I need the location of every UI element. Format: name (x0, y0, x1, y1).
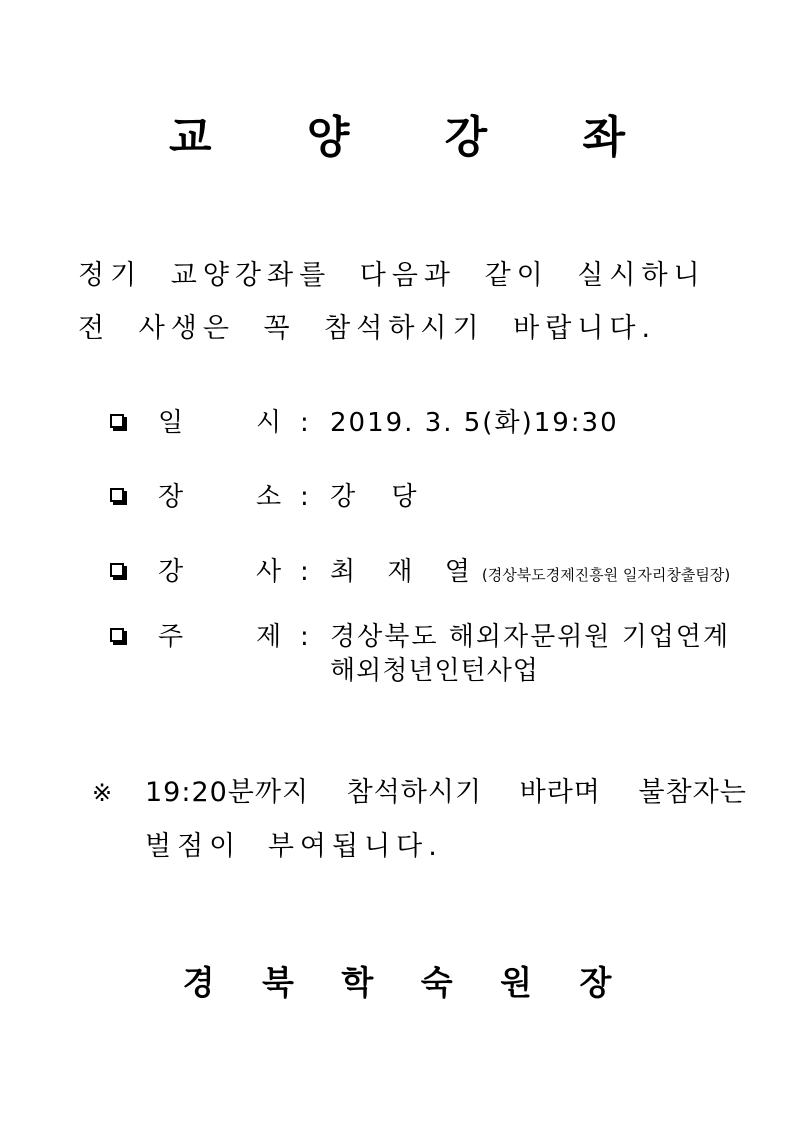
notice-line-2: 벌점이 부여됩니다. (145, 831, 443, 862)
detail-lecturer-affiliation: (경상북도경제진흥원 일자리창출팀장) (481, 566, 731, 584)
detail-lecturer-label-b: 사 (256, 557, 282, 587)
detail-topic-value-line-2: 해외청년인턴사업 (330, 656, 539, 686)
detail-topic-value-line-1: 경상북도 해외자문위원 기업연계 (330, 622, 731, 652)
issuer-signature: 경 북 학 숙 원 장 (182, 963, 630, 1002)
detail-lecturer-colon: : (300, 557, 309, 587)
detail-date (108, 403, 768, 443)
checkbox-bullet-icon (110, 563, 124, 577)
detail-lecturer-value-wrap (330, 552, 730, 595)
detail-lecturer-label-a: 강 (158, 557, 184, 587)
checkbox-bullet-icon (110, 414, 124, 428)
checkbox-bullet-icon (110, 628, 124, 642)
intro-line-2: 전 사생은 꼭 참석하시기 바랍니다. (78, 313, 657, 344)
intro-line-1: 정기 교양강좌를 다음과 같이 실시하니 (78, 260, 706, 291)
detail-place-colon: : (300, 482, 309, 512)
document-title: 교 양 강 좌 (169, 112, 665, 163)
detail-topic-label-b: 제 (256, 622, 282, 652)
detail-topic-label-a: 주 (158, 622, 184, 652)
detail-place-label-b: 소 (256, 482, 282, 512)
checkbox-bullet-icon (110, 488, 124, 502)
detail-place (108, 477, 768, 517)
detail-lecturer (108, 552, 768, 592)
detail-place-label-a: 장 (158, 482, 184, 512)
notice-text-1: 19:20분까지 참석하시기 바라며 불참자는 (145, 777, 747, 808)
detail-date-colon: : (300, 408, 309, 438)
detail-topic (108, 617, 768, 686)
detail-lecturer-name: 최 재 열 (330, 557, 482, 587)
detail-date-label-b: 시 (256, 408, 282, 438)
detail-date-value: 2019. 3. 5(화)19:30 (330, 408, 619, 438)
reference-mark-icon: ※ (92, 779, 113, 807)
detail-place-value: 강 당 (330, 482, 431, 512)
detail-date-label-a: 일 (158, 408, 184, 438)
detail-topic-colon: : (300, 622, 309, 652)
